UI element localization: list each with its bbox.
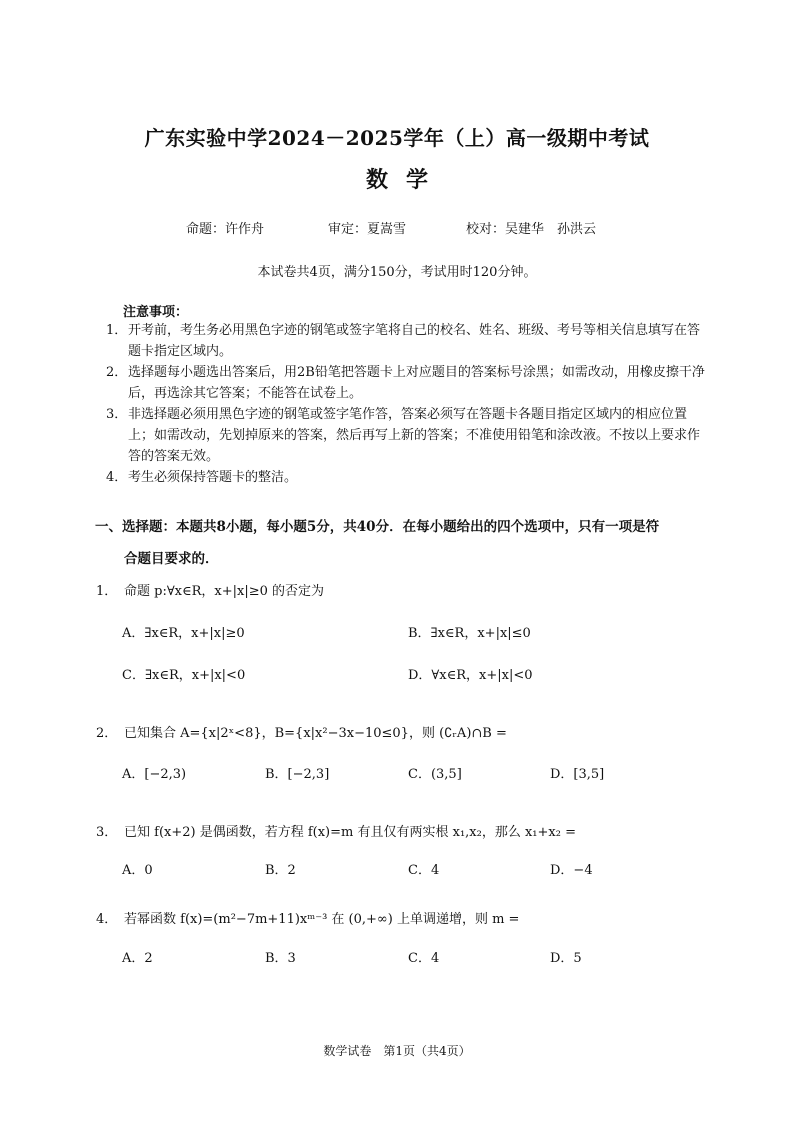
- notice-item-3: [106, 404, 706, 467]
- question-3-stem: 已知 f(x+2) 是偶函数，若方程 f(x)=m 有且仅有两实根 x₁,x₂，那么 x₁+x₂ =: [124, 825, 576, 840]
- notice-heading: 注意事项：: [123, 305, 189, 320]
- question-1-option-d: D．∀x∈R，x+|x|<0: [408, 668, 533, 683]
- question-4-option-b: B．3: [265, 951, 296, 966]
- exam-info: 本试卷共4页，满分150分，考试用时120分钟。: [257, 265, 537, 280]
- section-heading-line1: 一、选择题：本题共8小题，每小题5分，共40分．在每小题给出的四个选项中，只有一项是符: [95, 519, 660, 535]
- question-3-option-d: D．−4: [550, 863, 593, 878]
- question-3-option-a: A．0: [122, 863, 153, 878]
- question-2-option-d: D．[3,5]: [550, 767, 605, 782]
- question-3-option-b: B．2: [265, 863, 296, 878]
- question-3-number: 3．: [96, 825, 118, 840]
- question-1-option-c: C．∃x∈R，x+|x|<0: [122, 668, 246, 683]
- setter-label: 命题：许作舟: [186, 222, 265, 237]
- notice-item-text: 选择题每小题选出答案后，用2B铅笔把答题卡上对应题目的答案标号涂黑；如需改动，用橡皮擦干净后，再选涂其它答案；不能答在试卷上。: [128, 365, 705, 401]
- subject-title: 数学: [365, 167, 446, 193]
- question-4-option-d: D．5: [550, 951, 582, 966]
- notice-item-4: [106, 467, 706, 488]
- notice-item-text: 非选择题必须用黑色字迹的钢笔或签字笔作答，答案必须写在答题卡各题目指定区域内的相应位置上；如需改动，先划掉原来的答案，然后再写上新的答案；不准使用铅笔和涂改液。不按以上要求作答的答案无效。: [128, 407, 701, 464]
- question-4-option-c: C．4: [408, 951, 440, 966]
- exam-title: 广东实验中学2024－2025学年（上）高一级期中考试: [144, 126, 650, 150]
- reviewer-label: 审定：夏嵩雪: [328, 222, 407, 237]
- question-4-stem: 若幂函数 f(x)=(m²−7m+11)xᵐ⁻³ 在 (0,+∞) 上单调递增，则 m =: [124, 912, 520, 927]
- question-1-number: 1．: [96, 584, 118, 599]
- page-footer: 数学试卷 第1页（共4页）: [323, 1044, 471, 1058]
- question-1-stem: 命题 p:∀x∈R，x+|x|≥0 的否定为: [124, 584, 325, 599]
- question-2-option-b: B．[−2,3]: [265, 767, 330, 782]
- section-heading-line2: 合题目要求的．: [124, 551, 219, 567]
- question-2-option-a: A．[−2,3): [122, 767, 187, 782]
- proofreader-label: 校对：吴建华 孙洪云: [466, 222, 597, 237]
- notice-item-1: [106, 320, 706, 362]
- notice-item-number: 4．: [106, 470, 128, 485]
- notice-item-number: 1．: [106, 323, 128, 338]
- question-3-option-c: C．4: [408, 863, 440, 878]
- notice-item-number: 2．: [106, 365, 128, 380]
- question-4-number: 4．: [96, 912, 118, 927]
- question-2-stem: 已知集合 A={x|2ˣ<8}，B={x|x²−3x−10≤0}，则 (∁ᵣA)∩B =: [124, 726, 507, 741]
- question-1-option-a: A．∃x∈R，x+|x|≥0: [122, 626, 245, 641]
- question-2-number: 2．: [96, 726, 118, 741]
- question-2-option-c: C．(3,5]: [408, 767, 462, 782]
- question-4-option-a: A．2: [122, 951, 153, 966]
- notice-item-text: 考生必须保持答题卡的整洁。: [128, 470, 298, 485]
- notice-item-2: [106, 362, 706, 404]
- notice-item-text: 开考前，考生务必用黑色字迹的钢笔或签字笔将自己的校名、姓名、班级、考号等相关信息填写在答题卡指定区域内。: [128, 323, 701, 359]
- notice-item-number: 3．: [106, 407, 128, 422]
- question-1-option-b: B．∃x∈R，x+|x|≤0: [408, 626, 531, 641]
